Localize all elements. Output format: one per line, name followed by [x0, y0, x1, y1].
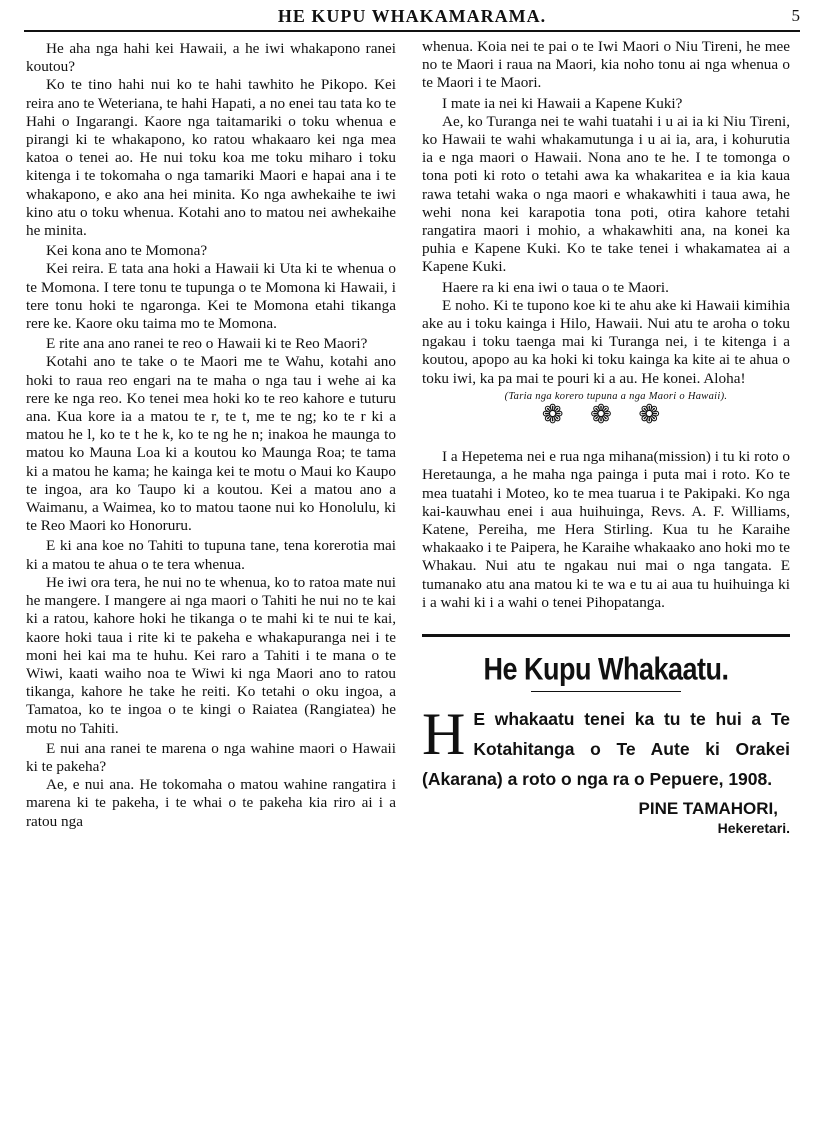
- answer-reo: Kotahi ano te take o te Maori me te Wahu, kotahi ano hoki to raua reo engari na te maha o nga tau i wehe ai ka rere ke nga reo. Ko tenei mea hoki ko te reo kahore e tuturu ana. Kua kore ia a matou te r, te t, me te ng; ko te r ki a matou he l, ko te t he k, ko te ng he n; inakoa he maunga to matou ko Mauna Loa ki a koutou ko Maunga Roa; te tama ki a matou he kama; he kainga kei te motu o Maui ko Kaupo te ingoa, ara ko Taupo ki a koutou. Kei a matou ano a Waimanu, a Waimea, ko to matou taone nui ko Honolulu, ki te Reo Maori ko Honoruru.: [26, 353, 396, 535]
- rosette-ornament-icon: ❁: [590, 400, 622, 430]
- answer-hahi: Ko te tino hahi nui ko te hahi tawhito he Pikopo. Kei reira ano te Weteriana, te hahi Hapati, a no enei tau tata ko te Hahi o Ingarangi. Kaore nga taitamariki o toku whenua e pirangi ki te whakapono, ko ratou whakaaro kei nga mea katoa o tenei ao. He nui toku koa me toku miharo i toku kitenga i te tokomaha o nga tamariki Maori e hapai ana i te whakapono, e ako ana hei minita. Ko nga awhekaihe te iwi kino atu o toku whenua. Kotahi ano to matou nei awhekaihe he minita.: [26, 76, 396, 240]
- mission-report: I a Hepetema nei e rua nga mihana(mission) i tu ki roto o Heretaunga, a he maha nga painga i puta mai i roto. Ko te mea tuatahi i Moteo, ko te mea tuarua i te Pakipaki. Ko nga kai-kauwhau enei i aua huihuinga, Revs. A. F. Williams, Katene, Pereiha, me Hera Stirling. Kua tu he Karaihe whakaako i te Paipera, he Karaihe whakaako ano hoki mo te Whakau. Nui atu te ngakau nui mai o nga tangata. E tumanako atu ana matou ki te wa e tu ai aua tu huihuinga ki i a wahi ki i a wahi o tenei Pihopatanga.: [422, 448, 790, 611]
- left-column: [26, 38, 396, 831]
- question-reo: E rite ana ano ranei te reo o Hawaii ki te Reo Maori?: [46, 335, 368, 353]
- question-hahi: He aha nga hahi kei Hawaii, a he iwi whakapono ranei koutou?: [26, 40, 396, 76]
- question-kuki: I mate ia nei ki Hawaii a Kapene Kuki?: [442, 94, 683, 112]
- running-title: HE KUPU WHAKAMARAMA.: [277, 6, 547, 26]
- answer-tahiti: He iwi ora tera, he nui no te whenua, ko to ratoa mate nui he mangere. I mangere ai nga maori o Tahiti he nui no te kai ki a ratou, kahore hoki he tikanga o te mahi ki te nui te kai, kaore hoki taua i rite ki te pakeha e whakapuranga nei i te moni hei kai ma te huhu. Kei raro a Tahiti i te mana o te Wiwi, kaati waiho noa te Wiwi ki nga Maori ano to ratou tikanga, kahore he take he reiti. Ko tetahi o oku ingoa, a Tamatoa, ko te ingoa o te kingi o Raiatea (Rangiatea) he motu no Tahiti.: [26, 573, 396, 737]
- answer-kuki: Ae, ko Turanga nei te wahi tuatahi i u ai ia ki Niu Tireni, ko Hawaii te wahi whakamutunga i u ai ia, ara, i kohurutia ia e nga maori o Hawaii. Nona ano te he. I te tomonga o tona poti ki roto o tetahi awa ka whakaritea e ia kia kaua rawa tetahi waka o nga maori e whakawhiti i taua awa, he wehi nona kei karapotia tona poti, otira kahore tetahi rangatira maori i mohio, a whakawhiti ana, na konei ka puhia e Kapene Kuki. Ko te take tenei i whakamatea ai a Kapene Kuki.: [422, 112, 790, 276]
- farewell-question: Haere ra ki ena iwi o taua o te Maori.: [442, 278, 669, 296]
- farewell-answer: E noho. Ki te tupono koe ki te ahu ake ki Hawaii kimihia ake au i toku kainga i Hilo, Hawaii. Nui atu te aroha o toku ngakau i toku taenga mai ki Turanga nei, i te kitenga i a koutou, apopo au ka hoki ki toku kainga ka kite ai te ahua o toku iwi, ka pa mai te pouri ki a au. He konei. Aloha!: [422, 296, 790, 387]
- section-ornaments: [422, 400, 790, 430]
- question-momona: Kei kona ano te Momona?: [46, 242, 208, 260]
- drop-cap: H: [422, 701, 466, 768]
- rosette-ornament-icon: ❁: [541, 400, 574, 430]
- signature-role: Hekeretari.: [717, 819, 790, 836]
- signature-name: PINE TAMAHORI,: [638, 799, 778, 819]
- answer-marena-continued: whenua. Koia nei te pai o te Iwi Maori o Niu Tireni, he mee no te Maori i raua na Maori, kia noho tonu ai nga whenua o te Maori i te Maori.: [422, 38, 790, 92]
- page-number: 5: [791, 6, 800, 25]
- answer-momona: Kei reira. E tata ana hoki a Hawaii ki Uta ki te whenua o te Momona. I tere tonu te tupunga o te Momona ki Hawaii, i tere tonu hoki te ngaronga. Kei te Momona etahi tikanga rere ke. Kaore oku taima mo te Momona.: [26, 260, 396, 333]
- notice-title-rule: [531, 691, 681, 692]
- question-tahiti: E ki ana koe no Tahiti to tupuna tane, tena korerotia mai ki a matou te ahua o te tera whenua.: [26, 537, 396, 573]
- answer-marena: Ae, e nui ana. He tokomaha o matou wahine rangatira i marena ki te pakeha, i te whai o te pakeha kia riro ai i a ratou nga: [26, 776, 396, 830]
- notice-text: E whakaatu tenei ka tu te hui a Te Kotahitanga o Te Aute ki Orakei (Akarana) a roto o nga ra o Pepuere, 1908.: [422, 709, 790, 790]
- question-marena: E nui ana ranei te marena o nga wahine maori o Hawaii ki te pakeha?: [26, 739, 396, 775]
- notice-body: [422, 701, 790, 794]
- right-column: [422, 38, 790, 837]
- page-header: [24, 4, 800, 32]
- continued-caption: (Taria nga korero tupuna a nga Maori o Hawaii).: [504, 390, 728, 402]
- notice-divider: [422, 634, 790, 637]
- rosette-ornament-icon: ❁: [638, 400, 671, 430]
- notice-title: He Kupu Whakaatu.: [483, 652, 729, 687]
